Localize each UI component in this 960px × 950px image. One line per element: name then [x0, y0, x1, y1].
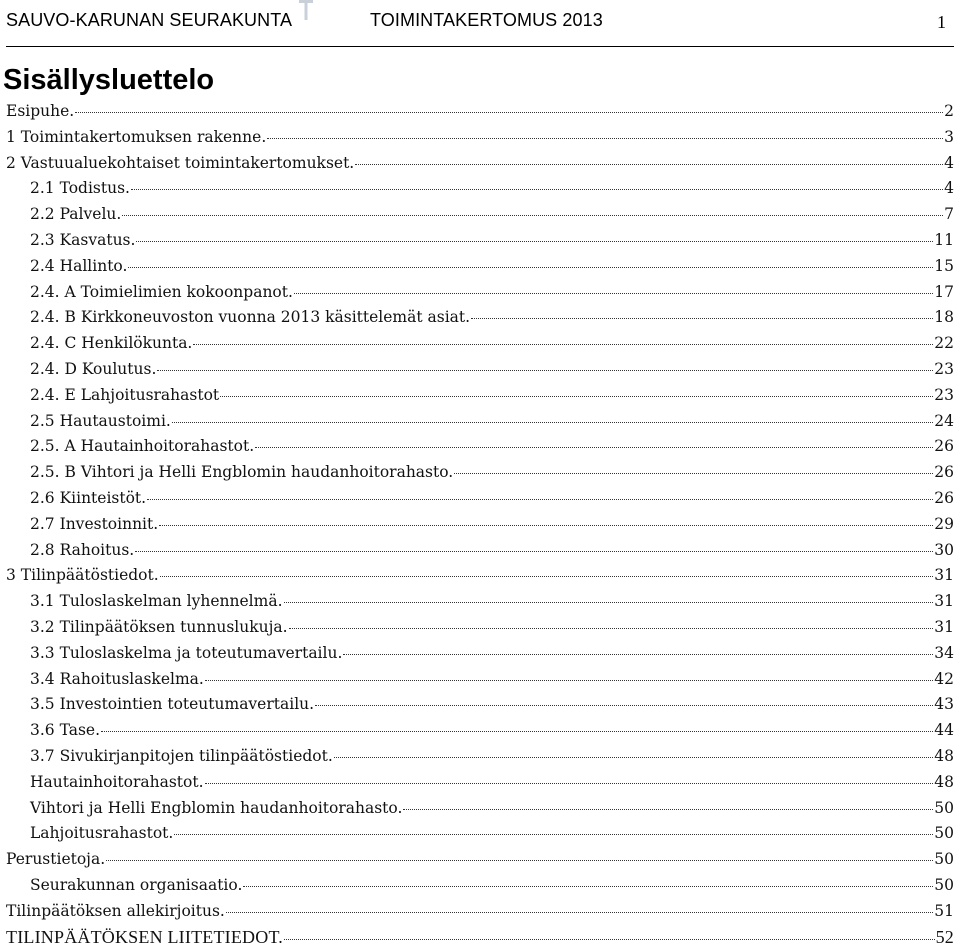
toc-entry-title: 2 Vastuualuekohtaiset toimintakertomukset.	[6, 151, 354, 177]
toc-entry-title: Esipuhe.	[6, 99, 74, 125]
toc-entry-title: 2.4 Hallinto.	[30, 254, 127, 280]
toc-entry[interactable]	[6, 228, 954, 254]
toc-entry-title: 3.2 Tilinpäätöksen tunnuslukuja.	[30, 615, 288, 641]
dot-leader	[75, 112, 943, 113]
toc-entry[interactable]	[6, 460, 954, 486]
toc-entry-title: Vihtori ja Helli Engblomin haudanhoitorahasto.	[30, 796, 402, 822]
dot-leader	[174, 834, 933, 835]
toc-entry-page: 22	[934, 331, 954, 357]
toc-entry[interactable]	[6, 718, 954, 744]
toc-entry-page: 52	[936, 925, 954, 950]
cross-icon	[298, 0, 314, 20]
dot-leader	[255, 447, 933, 448]
toc-entry-page: 26	[934, 434, 954, 460]
toc-entry-page: 7	[944, 202, 954, 228]
toc-entry-page: 18	[934, 305, 954, 331]
dot-leader	[128, 267, 933, 268]
dot-leader	[160, 576, 934, 577]
toc-entry-page: 3	[944, 125, 954, 151]
toc-entry[interactable]	[6, 563, 954, 589]
toc-entry-page: 50	[934, 821, 954, 847]
toc-entry[interactable]	[6, 254, 954, 280]
organization-name: SAUVO-KARUNAN SEURAKUNTA	[6, 10, 292, 31]
toc-entry-title: 3.1 Tuloslaskelman lyhennelmä.	[30, 589, 283, 615]
toc-entry-page: 31	[934, 615, 954, 641]
toc-entry[interactable]	[6, 667, 954, 693]
page-number: 1	[937, 12, 946, 33]
toc-entry-title: 2.4. B Kirkkoneuvoston vuonna 2013 käsittelemät asiat.	[30, 305, 470, 331]
toc-entry-title: 2.2 Palvelu.	[30, 202, 121, 228]
toc-entry-page: 50	[934, 796, 954, 822]
toc-entry-page: 26	[934, 486, 954, 512]
toc-entry-title: Seurakunnan organisaatio.	[30, 873, 242, 899]
toc-entry-page: 34	[934, 641, 954, 667]
toc-entry-title: Hautainhoitorahastot.	[30, 770, 204, 796]
toc-entry-title: 3.4 Rahoituslaskelma.	[30, 667, 204, 693]
toc-entry-title: 3.6 Tase.	[30, 718, 100, 744]
toc-entry-title: 2.5 Hautaustoimi.	[30, 409, 171, 435]
toc-entry-page: 30	[934, 538, 954, 564]
toc-entry-title: 2.8 Rahoitus.	[30, 538, 134, 564]
toc-entry-page: 4	[944, 151, 954, 177]
toc-entry[interactable]	[6, 434, 954, 460]
toc-entry-page: 15	[934, 254, 954, 280]
toc-entry[interactable]	[6, 821, 954, 847]
toc-entry-title: TILINPÄÄTÖKSEN LIITETIEDOT.	[6, 925, 283, 950]
toc-entry-page: 26	[934, 460, 954, 486]
toc-entry-page: 51	[934, 899, 954, 925]
toc-entry-page: 11	[934, 228, 954, 254]
toc-entry-title: 2.3 Kasvatus.	[30, 228, 135, 254]
toc-entry[interactable]	[6, 280, 954, 306]
toc-entry[interactable]	[6, 202, 954, 228]
dot-leader	[454, 473, 933, 474]
toc-entry[interactable]	[6, 796, 954, 822]
dot-leader	[131, 189, 943, 190]
dot-leader	[403, 809, 933, 810]
toc-entry[interactable]	[6, 847, 954, 873]
dot-leader	[136, 241, 933, 242]
toc-entry-page: 48	[934, 744, 954, 770]
toc-entry[interactable]	[6, 744, 954, 770]
toc-entry[interactable]	[6, 770, 954, 796]
dot-leader	[355, 164, 943, 165]
dot-leader	[243, 886, 933, 887]
toc-entry-page: 50	[934, 847, 954, 873]
toc-entry-page: 23	[934, 357, 954, 383]
toc-entry[interactable]	[6, 873, 954, 899]
dot-leader	[122, 215, 943, 216]
dot-leader	[294, 293, 933, 294]
toc-entry-title: 2.4. E Lahjoitusrahastot	[30, 383, 219, 409]
toc-entry-title: 1 Toimintakertomuksen rakenne.	[6, 125, 266, 151]
toc-entry[interactable]	[6, 151, 954, 177]
dot-leader	[343, 654, 933, 655]
toc-entry-page: 31	[934, 563, 954, 589]
toc-entry-title: 2.4. C Henkilökunta.	[30, 331, 192, 357]
toc-entry-title: 2.5. A Hautainhoitorahastot.	[30, 434, 254, 460]
toc-entry-title: Perustietoja.	[6, 847, 105, 873]
toc-entry-page: 4	[944, 176, 954, 202]
toc-entry[interactable]	[6, 176, 954, 202]
toc-entry-page: 50	[934, 873, 954, 899]
dot-leader	[334, 757, 933, 758]
toc-entry-page: 48	[934, 770, 954, 796]
dot-leader	[106, 860, 933, 861]
dot-leader	[284, 939, 935, 940]
toc-entry[interactable]	[6, 512, 954, 538]
toc-entry-page: 17	[934, 280, 954, 306]
dot-leader	[172, 422, 933, 423]
toc-entry[interactable]	[6, 641, 954, 667]
toc-entry[interactable]	[6, 331, 954, 357]
dot-leader	[101, 731, 933, 732]
toc-entry[interactable]	[6, 925, 954, 950]
dot-leader	[135, 551, 933, 552]
toc-entry[interactable]	[6, 486, 954, 512]
toc-entry-title: 2.5. B Vihtori ja Helli Engblomin haudanhoitorahasto.	[30, 460, 453, 486]
dot-leader	[267, 138, 943, 139]
toc-entry-page: 29	[934, 512, 954, 538]
toc-entry-page: 24	[934, 409, 954, 435]
toc-entry-title: Tilinpäätöksen allekirjoitus.	[6, 899, 225, 925]
toc-entry-title: 2.1 Todistus.	[30, 176, 130, 202]
toc-entry-page: 43	[934, 692, 954, 718]
toc-entry-title: 3.3 Tuloslaskelma ja toteutumavertailu.	[30, 641, 342, 667]
toc-entry-title: 3.7 Sivukirjanpitojen tilinpäätöstiedot.	[30, 744, 333, 770]
dot-leader	[147, 499, 933, 500]
dot-leader	[205, 783, 934, 784]
page-header	[6, 0, 954, 47]
toc-entry-page: 42	[934, 667, 954, 693]
dot-leader	[220, 396, 933, 397]
dot-leader	[159, 525, 933, 526]
toc-entry[interactable]	[6, 357, 954, 383]
toc-entry[interactable]	[6, 899, 954, 925]
toc-entry-title: 2.4. A Toimielimien kokoonpanot.	[30, 280, 293, 306]
toc-entry-page: 23	[934, 383, 954, 409]
toc-entry-title: 3.5 Investointien toteutumavertailu.	[30, 692, 314, 718]
toc-entry-title: 2.7 Investoinnit.	[30, 512, 158, 538]
toc-entry[interactable]	[6, 538, 954, 564]
toc-entry-page: 2	[944, 99, 954, 125]
toc-entry[interactable]	[6, 615, 954, 641]
dot-leader	[289, 628, 934, 629]
toc-entry-title: Lahjoitusrahastot.	[30, 821, 173, 847]
toc-entry-title: 2.4. D Koulutus.	[30, 357, 156, 383]
toc-entry[interactable]	[6, 99, 954, 125]
table-of-contents	[6, 99, 954, 950]
toc-entry-page: 44	[934, 718, 954, 744]
dot-leader	[471, 318, 933, 319]
dot-leader	[226, 912, 933, 913]
toc-entry[interactable]	[6, 125, 954, 151]
dot-leader	[284, 602, 934, 603]
dot-leader	[157, 370, 933, 371]
page-title: Sisällysluettelo	[3, 64, 214, 96]
toc-entry[interactable]	[6, 409, 954, 435]
toc-entry[interactable]	[6, 383, 954, 409]
toc-entry-page: 31	[934, 589, 954, 615]
toc-entry-title: 2.6 Kiinteistöt.	[30, 486, 146, 512]
dot-leader	[205, 680, 933, 681]
dot-leader	[193, 344, 933, 345]
dot-leader	[315, 705, 933, 706]
toc-entry[interactable]	[6, 692, 954, 718]
toc-entry[interactable]	[6, 589, 954, 615]
report-title: TOIMINTAKERTOMUS 2013	[370, 10, 603, 31]
toc-entry[interactable]	[6, 305, 954, 331]
toc-entry-title: 3 Tilinpäätöstiedot.	[6, 563, 159, 589]
